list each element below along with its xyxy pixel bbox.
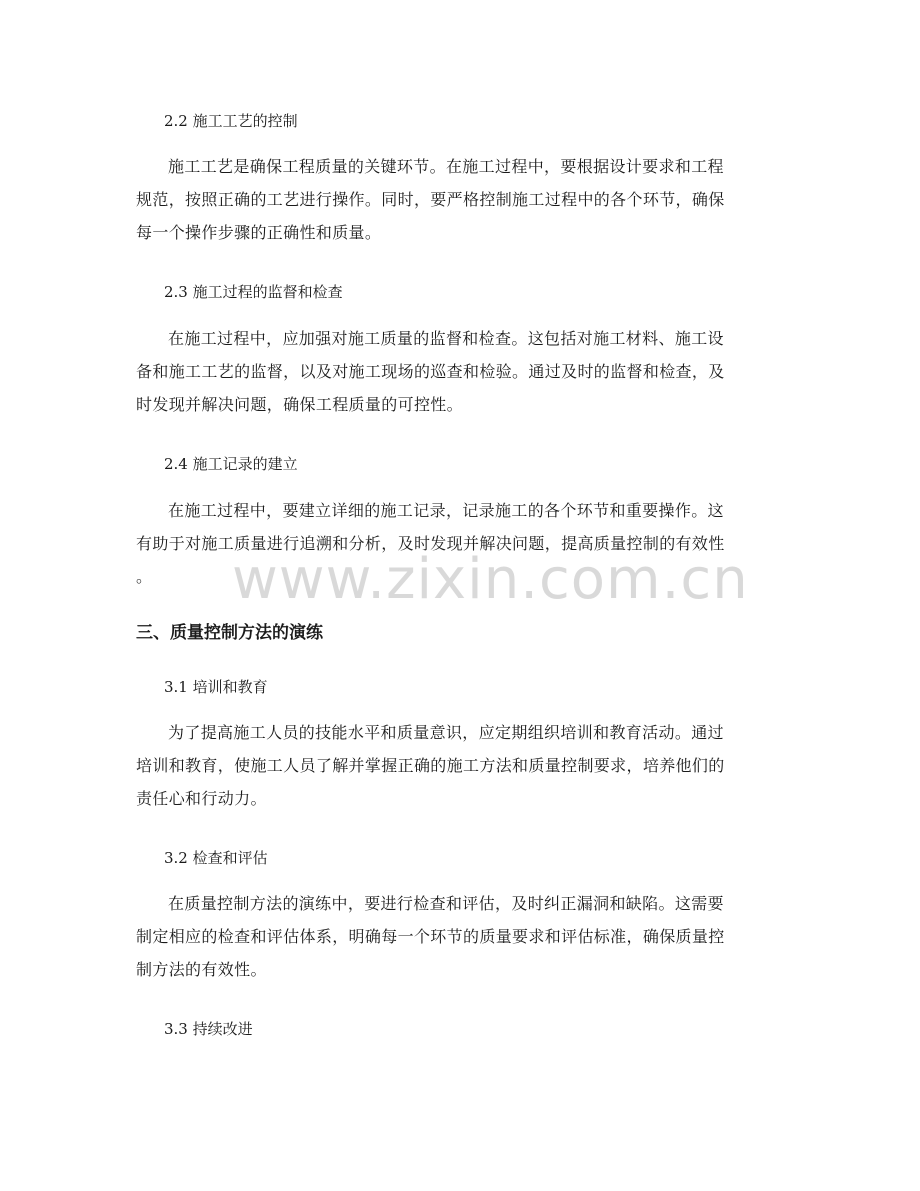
paragraph-line: 培训和教育，使施工人员了解并掌握正确的施工方法和质量控制要求，培养他们的 [136, 756, 725, 775]
paragraph-line: 为了提高施工人员的技能水平和质量意识，应定期组织培训和教育活动。通过 [168, 723, 724, 742]
watermark: www.zixin.com.cn [232, 547, 749, 612]
heading-2-3: 2.3 施工过程的监督和检查 [164, 283, 343, 301]
paragraph-line: 在施工过程中，要建立详细的施工记录，记录施工的各个环节和重要操作。这 [168, 501, 724, 520]
paragraph-line: 有助于对施工质量进行追溯和分析，及时发现并解决问题，提高质量控制的有效性 [136, 534, 725, 553]
paragraph-2-3 [136, 322, 784, 421]
paragraph-line: 制定相应的检查和评估体系，明确每一个环节的质量要求和评估标准，确保质量控 [136, 927, 725, 946]
paragraph-line: 在施工过程中，应加强对施工质量的监督和检查。这包括对施工材料、施工设 [168, 329, 724, 348]
paragraph-line: 每一个操作步骤的正确性和质量。 [136, 223, 382, 242]
paragraph-line: 备和施工工艺的监督，以及对施工现场的巡查和检验。通过及时的监督和检查，及 [136, 362, 725, 381]
heading-2-2: 2.2 施工工艺的控制 [164, 112, 298, 130]
paragraph-3-1 [136, 716, 784, 815]
paragraph-line: 规范，按照正确的工艺进行操作。同时，要严格控制施工过程中的各个环节，确保 [136, 190, 725, 209]
paragraph-line: 施工工艺是确保工程质量的关键环节。在施工过程中，要根据设计要求和工程 [168, 157, 724, 176]
paragraph-3-2 [136, 887, 784, 986]
heading-3-1: 3.1 培训和教育 [164, 678, 268, 696]
paragraph-2-4 [136, 494, 784, 593]
paragraph-line: 责任心和行动力。 [136, 789, 267, 808]
heading-2-4: 2.4 施工记录的建立 [164, 455, 298, 473]
paragraph-2-2 [136, 150, 784, 249]
paragraph-line: 在质量控制方法的演练中，要进行检查和评估，及时纠正漏洞和缺陷。这需要 [168, 894, 724, 913]
heading-3-2: 3.2 检查和评估 [164, 849, 268, 867]
paragraph-line: 。 [136, 567, 153, 586]
paragraph-line: 时发现并解决问题，确保工程质量的可控性。 [136, 395, 464, 414]
chapter-3-title: 三、质量控制方法的演练 [136, 623, 323, 643]
heading-3-3: 3.3 持续改进 [164, 1020, 253, 1038]
paragraph-line: 制方法的有效性。 [136, 960, 267, 979]
